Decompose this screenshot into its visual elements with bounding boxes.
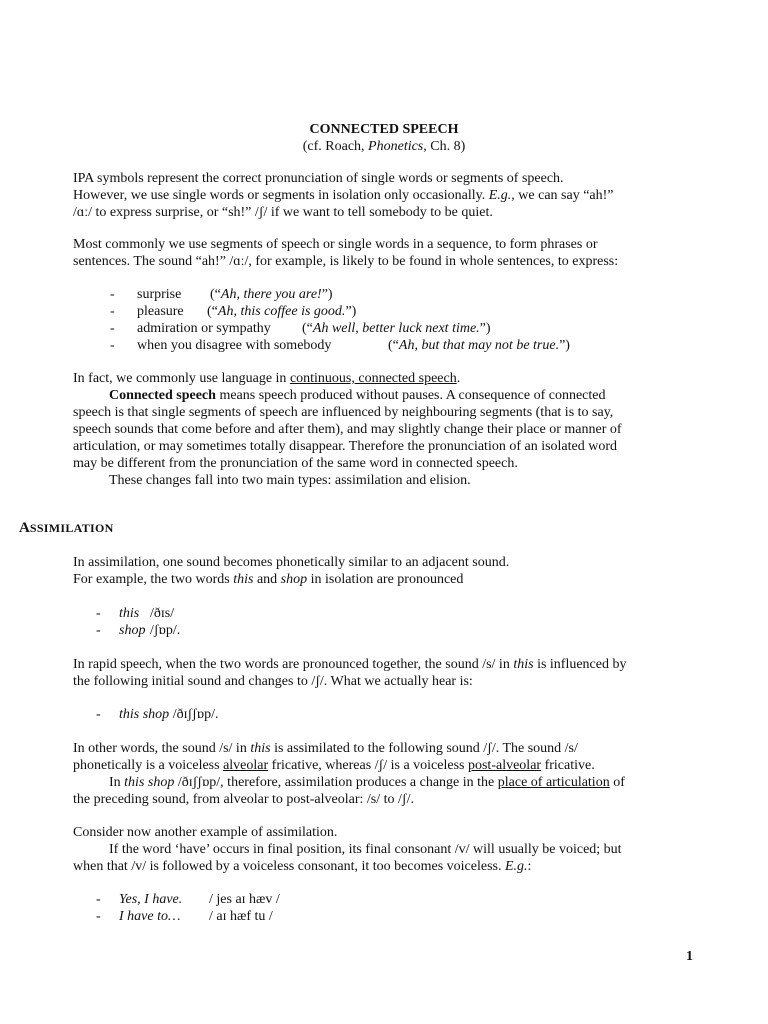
list-item-dash: - [110,287,115,302]
paragraph-line: sentences. The sound “ah!” /ɑː/, for example, is likely to be found in whole sentences, to express: [73,254,619,269]
list-item-example: (“Ah well, better luck next time.”) [302,321,491,336]
paragraph-line: For example, the two words this and shop in isolation are pronounced [73,572,464,587]
list-item-phrase: I have to… [119,909,181,924]
list-item-word: shop [119,623,146,638]
paragraph-line: In this shop /ðɪʃʃɒp/, therefore, assimilation produces a change in the place of articulation of [109,775,625,790]
paragraph-line: Consider now another example of assimilation. [73,825,338,840]
list-item: this shop /ðɪʃʃɒp/. [119,707,219,722]
paragraph-line: These changes fall into two main types: assimilation and elision. [109,473,471,488]
paragraph-line: Connected speech means speech produced without pauses. A consequence of connected [109,388,606,403]
list-item-dash: - [96,707,101,722]
list-item-example: (“Ah, there you are!”) [210,287,333,302]
paragraph-line: In fact, we commonly use language in continuous, connected speech. [73,371,461,386]
list-item-ipa: /ðɪs/ [150,606,175,621]
list-item-label: pleasure [137,304,184,319]
paragraph-line: phonetically is a voiceless alveolar fricative, whereas /ʃ/ is a voiceless post-alveolar fricative. [73,758,595,773]
paragraph-line: may be different from the pronunciation of the same word in connected speech. [73,456,518,471]
page-number: 1 [686,949,693,964]
list-item-dash: - [110,338,115,353]
list-item-ipa: /ʃɒp/. [150,623,181,638]
paragraph-line: In other words, the sound /s/ in this is assimilated to the following sound /ʃ/. The sound /s/ [73,741,578,756]
paragraph-line: when that /v/ is followed by a voiceless consonant, it too becomes voiceless. E.g.: [73,859,532,874]
list-item-label: admiration or sympathy [137,321,271,336]
page-title: CONNECTED SPEECH [309,122,459,137]
paragraph-line: However, we use single words or segments in isolation only occasionally. E.g., we can say “ah!” [73,188,614,203]
paragraph-line: In rapid speech, when the two words are pronounced together, the sound /s/ in this is influenced by [73,657,627,672]
list-item-example: (“Ah, this coffee is good.”) [207,304,357,319]
paragraph-line: If the word ‘have’ occurs in final position, its final consonant /v/ will usually be voiced; but [109,842,622,857]
section-heading: ASSIMILATION [19,520,114,536]
list-item-dash: - [110,321,115,336]
list-item-label: when you disagree with somebody [137,338,332,353]
paragraph-line: speech is that single segments of speech are influenced by neighbouring segments (that is to say, [73,405,614,420]
list-item-dash: - [96,892,101,907]
paragraph-line: /ɑː/ to express surprise, or “sh!” /ʃ/ if we want to tell somebody to be quiet. [73,205,493,220]
page-subtitle: (cf. Roach, Phonetics, Ch. 8) [302,139,466,154]
paragraph-line: speech sounds that come before and after them), and may slightly change their place or manner of [73,422,622,437]
list-item-ipa: / aɪ hæf tu / [209,909,273,924]
paragraph-line: articulation, or may sometimes totally disappear. Therefore the pronunciation of an isolated word [73,439,618,454]
list-item-dash: - [96,606,101,621]
list-item-dash: - [96,909,101,924]
paragraph-line: In assimilation, one sound becomes phonetically similar to an adjacent sound. [73,555,510,570]
list-item-phrase: Yes, I have. [119,892,183,907]
paragraph-line: Most commonly we use segments of speech or single words in a sequence, to form phrases or [73,237,598,252]
list-item-dash: - [110,304,115,319]
paragraph-line: IPA symbols represent the correct pronunciation of single words or segments of speech. [73,171,564,186]
list-item-label: surprise [137,287,182,302]
list-item-ipa: / jes aɪ hæv / [209,892,280,907]
list-item-example: (“Ah, but that may not be true.”) [388,338,570,353]
list-item-word: this [119,606,140,621]
paragraph-line: the following initial sound and changes to /ʃ/. What we actually hear is: [73,674,473,689]
paragraph-line: the preceding sound, from alveolar to post-alveolar: /s/ to /ʃ/. [73,792,414,807]
list-item-dash: - [96,623,101,638]
